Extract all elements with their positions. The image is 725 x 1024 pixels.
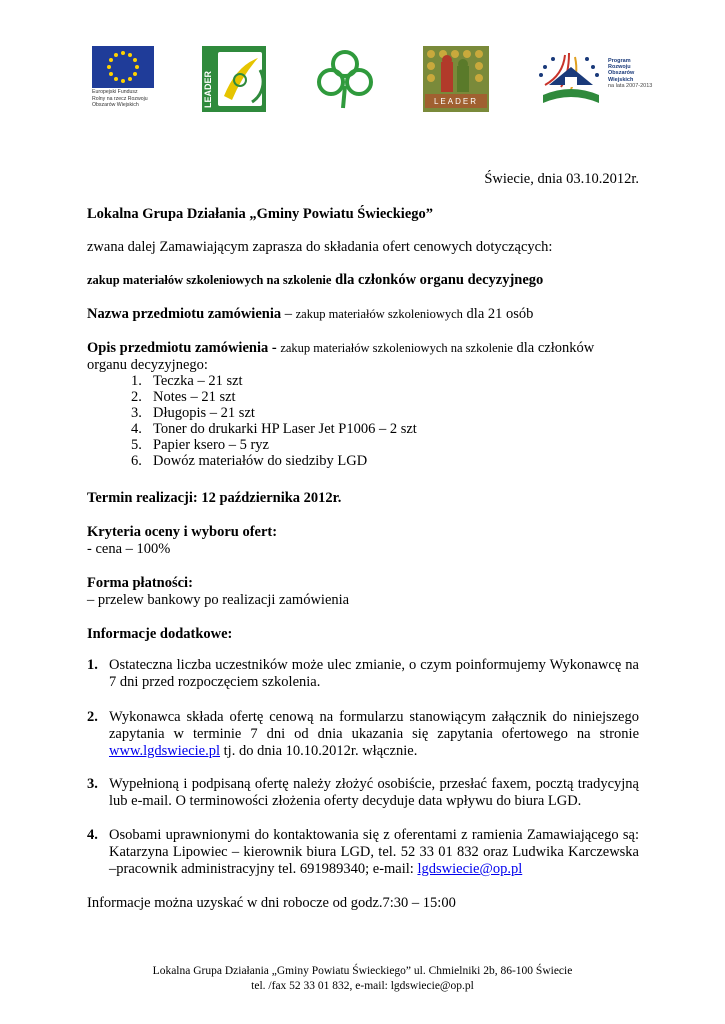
logo-bar: [0, 43, 725, 118]
order-desc-label: Opis przedmiotu zamówienia -: [87, 340, 281, 356]
order-name-dash: –: [281, 306, 296, 322]
list-item-text: Dowóz materiałów do siedziby LGD: [153, 453, 368, 469]
list-item-number: 1.: [131, 373, 142, 389]
eu-caption: [92, 89, 162, 109]
paragraph-text-a: Osobami uprawnionymi do kontaktowania się z oferentami z ramienia Zamawiającego są: Katarzyna Lipowiec – kierownik biura LGD, tel. 52 33 01 832 oraz Ludwika Karczewska –pracownik administracyjny tel. 691989340; e-mail:: [109, 827, 639, 877]
info-paragraph-1: [87, 657, 639, 691]
prow-logo: [535, 45, 607, 116]
eu-caption-line: Obszarów Wiejskich: [92, 102, 139, 108]
prow-caption-line: Rozwoju: [608, 64, 631, 71]
list-item-number: 4.: [131, 421, 142, 437]
leader-vertical-text: LEADER: [203, 70, 213, 108]
prow-caption-line: na lata 2007-2013: [608, 82, 653, 89]
list-item: [131, 437, 269, 453]
subject-part-b: dla członków organu decyzyjnego: [331, 272, 544, 288]
eu-caption-line: Europejski Fundusz: [92, 89, 138, 95]
order-name-tail: dla 21 osób: [462, 306, 534, 322]
order-desc-line2: organu decyzyjnego:: [87, 357, 208, 373]
paragraph-text-b: tj. do dnia 10.10.2012r. włącznie.: [220, 743, 418, 759]
list-item: [131, 421, 417, 437]
page-footer: [0, 964, 725, 994]
order-desc-value-a: zakup materiałów szkoleniowych na szkolenie: [280, 341, 513, 355]
date-line: Świecie, dnia 03.10.2012r.: [484, 171, 639, 187]
paragraph-number: 4.: [87, 827, 98, 843]
list-item-number: 2.: [131, 389, 142, 405]
list-item: [131, 373, 243, 389]
subject-part-a: zakup materiałów szkoleniowych na szkolenie: [87, 273, 332, 287]
list-item: [131, 405, 255, 421]
list-item-text: Papier ksero – 5 ryz: [153, 437, 269, 453]
leader-mosaic-logo: [423, 46, 489, 117]
eu-caption-line: Rolny na rzecz Rozwoju: [92, 95, 148, 102]
paragraph-number: 1.: [87, 657, 98, 673]
paragraph-number: 3.: [87, 776, 98, 792]
org-title: Lokalna Grupa Działania „Gminy Powiatu Świeckiego”: [87, 206, 434, 222]
list-item-text: Długopis – 21 szt: [153, 405, 255, 421]
list-item: [131, 453, 367, 469]
prow-caption-line: Wiejskich: [608, 76, 634, 83]
prow-caption-line: Program: [608, 58, 631, 64]
paragraph-text: [109, 827, 639, 878]
subject-line: [87, 271, 543, 289]
list-item-number: 6.: [131, 453, 142, 469]
list-item-text: Toner do drukarki HP Laser Jet P1006 – 2 szt: [153, 421, 417, 437]
paragraph-text: Ostateczna liczba uczestników może ulec zmianie, o czym poinformujemy Wykonawcę na 7 dni przed rozpoczęciem szkolenia.: [109, 657, 639, 690]
payment-value: – przelew bankowy po realizacji zamówienia: [87, 592, 350, 608]
info-paragraph-2: [87, 709, 639, 760]
list-item-number: 5.: [131, 437, 142, 453]
list-item: [131, 389, 236, 405]
footer-address: Lokalna Grupa Działania „Gminy Powiatu Świeckiego” ul. Chmielniki 2b, 86-100 Świecie: [152, 965, 573, 977]
order-name-label: Nazwa przedmiotu zamówienia: [87, 306, 282, 322]
order-name-value: zakup materiałów szkoleniowych: [295, 307, 463, 321]
payment-label: Forma płatności:: [87, 575, 193, 591]
clover-logo: [313, 46, 377, 117]
paragraph-text-a: Wykonawca składa ofertę cenową na formularzu stanowiącym załącznik do niniejszego zapytania w terminie 7 dni od dnia ukazania się zapytania ofertowego na stronie: [109, 709, 639, 742]
website-link[interactable]: www.lgdswiecie.pl: [109, 743, 221, 759]
prow-caption: [608, 58, 652, 89]
deadline-line: Termin realizacji: 12 października 2012r.: [87, 490, 342, 506]
leader-logo: [202, 46, 266, 117]
footer-contact: tel. /fax 52 33 01 832, e-mail: lgdswiecie@op.pl: [251, 980, 474, 992]
intro-text: zwana dalej Zamawiającym zaprasza do składania ofert cenowych dotyczących:: [87, 239, 553, 255]
prow-caption-line: Obszarów: [608, 70, 635, 77]
info-paragraph-3: [87, 776, 639, 810]
paragraph-text: Wypełnioną i podpisaną ofertę należy złożyć osobiście, przesłać faxem, pocztą tradycyjną lub e-mail. O terminowości złożenia oferty decyduje data wpływu do biura LGD.: [109, 776, 639, 809]
paragraph-text: [109, 709, 639, 760]
eu-flag-logo: [92, 46, 154, 93]
order-desc-value-b: dla członków: [512, 340, 595, 356]
list-item-number: 3.: [131, 405, 142, 421]
criteria-label: Kryteria oceny i wyboru ofert:: [87, 524, 278, 540]
criteria-value: - cena – 100%: [87, 541, 171, 557]
list-item-text: Notes – 21 szt: [153, 389, 236, 405]
order-desc-line: [87, 339, 594, 357]
order-name-line: [87, 305, 533, 323]
leader-mosaic-text: LEADER: [433, 97, 479, 106]
email-link[interactable]: lgdswiecie@op.pl: [417, 861, 523, 877]
info-label: Informacje dodatkowe:: [87, 626, 233, 642]
list-item-text: Teczka – 21 szt: [153, 373, 243, 389]
info-paragraph-4: [87, 827, 639, 878]
paragraph-number: 2.: [87, 709, 98, 725]
closing-line: Informacje można uzyskać w dni robocze od godz.7:30 – 15:00: [87, 895, 456, 911]
